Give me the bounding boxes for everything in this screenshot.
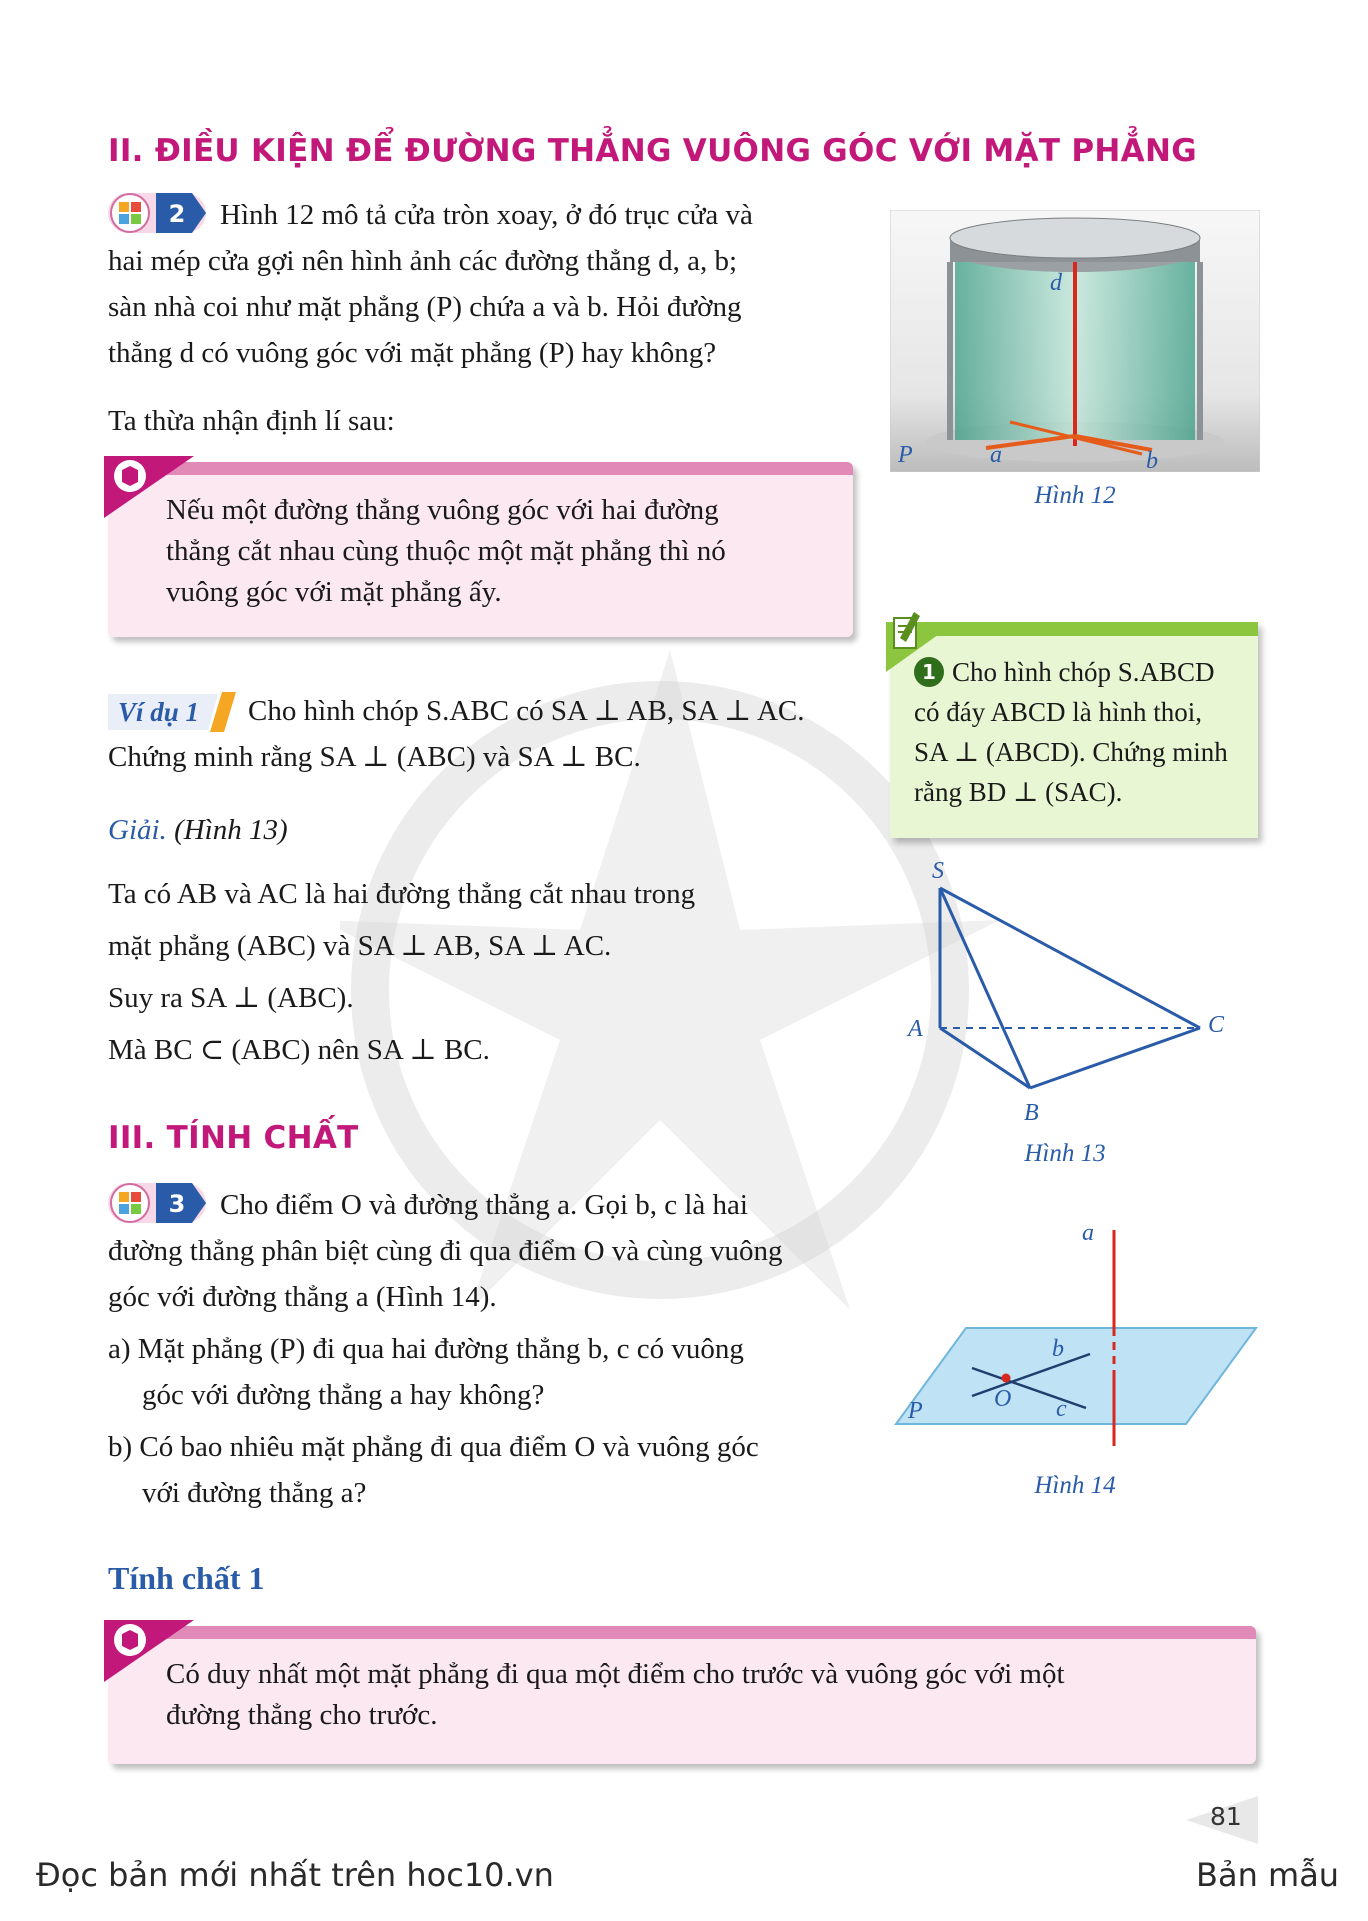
footer-sample-label: Bản mẫu: [1196, 1856, 1340, 1894]
question-b-line: với đường thẳng a?: [142, 1477, 367, 1509]
theorem-line: Nếu một đường thẳng vuông góc với hai đường: [166, 494, 719, 526]
activity-2-line: hai mép cửa gợi nên hình ảnh các đường thẳng d, a, b;: [108, 245, 738, 277]
property-box-bar: [108, 1626, 1256, 1639]
fig12-label-a: a: [990, 442, 1002, 468]
figure-13-caption: Hình 13: [1024, 1140, 1106, 1167]
activity-2-line: sàn nhà coi như mặt phẳng (P) chứa a và b. Hỏi đường: [108, 291, 742, 323]
exercise-1-text: [914, 652, 1244, 812]
exercise-line: SA ⊥ (ABCD). Chứng minh: [914, 737, 1228, 767]
fig12-label-b: b: [1146, 448, 1158, 472]
fig14-label-a: a: [1082, 1220, 1094, 1246]
property-text: [166, 1654, 1226, 1736]
solution-header: [108, 807, 288, 853]
activity-2-line: Hình 12 mô tả cửa tròn xoay, ở đó trục cửa và: [220, 199, 753, 231]
question-a-line: góc với đường thẳng a hay không?: [142, 1379, 545, 1411]
fig12-label-p: P: [898, 442, 913, 468]
fig13-label-b: B: [1024, 1100, 1039, 1126]
example-line: Cho hình chóp S.ABC có SA ⊥ AB, SA ⊥ AC.: [248, 695, 805, 727]
fig14-label-c: c: [1056, 1396, 1067, 1422]
figure-14-caption: Hình 14: [1034, 1472, 1116, 1499]
property-line: Có duy nhất một mặt phẳng đi qua một điểm cho trước và vuông góc với một: [166, 1658, 1065, 1690]
solution-label: Giải.: [108, 814, 167, 846]
solution-line: mặt phẳng (ABC) và SA ⊥ AB, SA ⊥ AC.: [108, 930, 612, 962]
solution-line: Ta có AB và AC là hai đường thẳng cắt nhau trong: [108, 878, 696, 910]
solution-line: Mà BC ⊂ (ABC) nên SA ⊥ BC.: [108, 1034, 490, 1066]
theorem-line: vuông góc với mặt phẳng ấy.: [166, 576, 502, 608]
solution-ref: (Hình 13): [174, 814, 288, 846]
activity-3-line: góc với đường thẳng a (Hình 14).: [108, 1281, 497, 1313]
example-label: Ví dụ 1: [118, 697, 200, 727]
activity-3-number: 3: [168, 1190, 186, 1218]
exercise-number-badge: 1: [914, 657, 944, 687]
figure-13-pyramid: [890, 850, 1260, 1130]
property-title: Tính chất 1: [108, 1560, 265, 1596]
fig12-label-d: d: [1050, 270, 1062, 296]
activity-3-text: [108, 1182, 853, 1320]
footer-link-text[interactable]: Đọc bản mới nhất trên hoc10.vn: [36, 1856, 554, 1894]
solution-text: [108, 868, 853, 1076]
solution-line: Suy ra SA ⊥ (ABC).: [108, 982, 354, 1014]
example-1-text: [108, 688, 853, 780]
example-line: Chứng minh rằng SA ⊥ (ABC) và SA ⊥ BC.: [108, 741, 641, 773]
section-2-title: II. ĐIỀU KIỆN ĐỂ ĐƯỜNG THẲNG VUÔNG GÓC VỚI MẶT PHẲNG: [108, 133, 1197, 169]
fig14-label-b: b: [1052, 1336, 1064, 1362]
question-b: [108, 1424, 853, 1516]
fig14-label-o: O: [994, 1386, 1012, 1412]
activity-2-line: thẳng d có vuông góc với mặt phẳng (P) hay không?: [108, 337, 717, 369]
figure-14-plane: [886, 1210, 1266, 1470]
exercise-line: có đáy ABCD là hình thoi,: [914, 697, 1202, 727]
theorem-line: thẳng cắt nhau cùng thuộc một mặt phẳng thì nó: [166, 535, 726, 567]
activity-2-number: 2: [168, 200, 186, 228]
fig14-label-p: P: [908, 1398, 923, 1424]
question-a: [108, 1326, 853, 1418]
activity-3-line: đường thẳng phân biệt cùng đi qua điểm O và cùng vuông: [108, 1235, 783, 1267]
fig13-label-a: A: [908, 1016, 923, 1042]
fig13-label-c: C: [1208, 1012, 1225, 1038]
question-a-line: a) Mặt phẳng (P) đi qua hai đường thẳng b, c có vuông: [108, 1333, 744, 1365]
figure-12-caption: Hình 12: [1034, 482, 1116, 509]
exercise-line: 1 Cho hình chóp S.ABCD: [914, 652, 1244, 692]
section-3-title: III. TÍNH CHẤT: [108, 1120, 359, 1156]
page-number: 81: [1210, 1802, 1242, 1831]
exercise-line: rằng BD ⊥ (SAC).: [914, 777, 1123, 807]
property-line: đường thẳng cho trước.: [166, 1699, 438, 1731]
theorem-text: [166, 490, 824, 613]
question-b-line: b) Có bao nhiêu mặt phẳng đi qua điểm O và vuông góc: [108, 1431, 759, 1463]
figure-12-revolving-door: [890, 210, 1260, 472]
fig13-label-s: S: [932, 858, 944, 884]
activity-3-line: Cho điểm O và đường thẳng a. Gọi b, c là hai: [220, 1189, 748, 1221]
activity-2-text: [108, 192, 853, 376]
theorem-intro: Ta thừa nhận định lí sau:: [108, 405, 395, 437]
theorem-box-bar: [108, 462, 853, 475]
